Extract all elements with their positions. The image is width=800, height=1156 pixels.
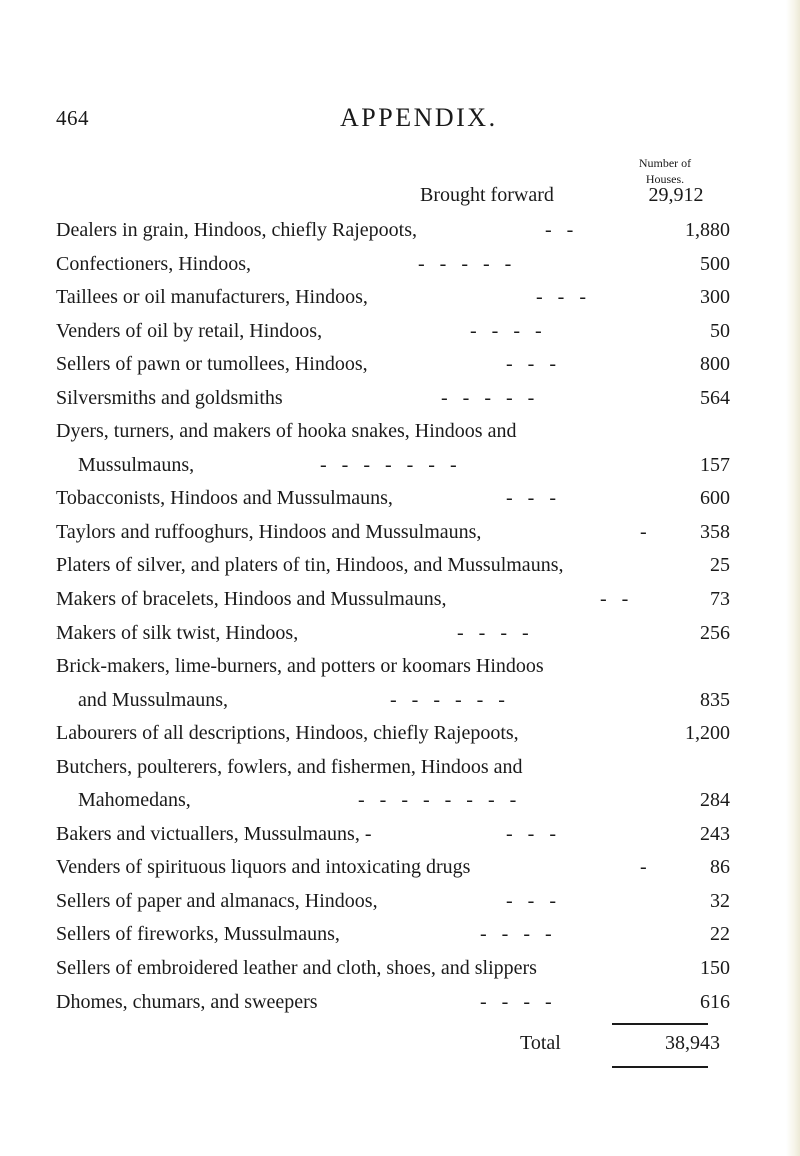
row-description: Tobacconists, Hindoos and Mussulmauns, [56,487,393,510]
row-description: Butchers, poulterers, fowlers, and fishermen, Hindoos and [56,755,523,778]
row-house-count: 50 [710,319,730,342]
brought-forward-label: Brought forward [420,184,554,206]
row-house-count: 86 [710,856,730,879]
row-description: Bakers and victuallers, Mussulmauns, - [56,822,372,845]
table-row [0,449,800,483]
table-row [0,885,800,919]
row-description: Taillees or oil manufacturers, Hindoos, [56,286,368,309]
table-row [0,415,800,449]
table-row [0,851,800,885]
row-description: Venders of spirituous liquors and intoxicating drugs [56,856,471,879]
row-leader-dashes: - - - [506,353,556,376]
row-house-count: 300 [700,286,730,309]
row-leader-dashes: - - [545,219,574,241]
total-value: 38,943 [665,1032,720,1054]
row-description: Silversmiths and goldsmiths [56,386,283,409]
total-label: Total [520,1032,561,1054]
row-leader-dashes: - - - [506,487,556,510]
row-leader-dashes: - [640,520,647,543]
row-description: Dyers, turners, and makers of hooka snakes, Hindoos and [56,420,517,443]
table-row [0,348,800,382]
row-leader-dashes: - - - - - - - - [358,789,517,812]
table-row [0,818,800,852]
row-house-count: 835 [700,688,730,711]
table-row [0,549,800,583]
total-row [520,1029,720,1057]
table-row [0,281,800,315]
row-leader-dashes: - - - - - - - [320,453,457,476]
row-leader-dashes: - - - [506,889,556,912]
total-rule-bottom [612,1066,708,1068]
row-house-count: 256 [700,621,730,644]
row-house-count: 73 [710,588,730,611]
row-leader-dashes: - - [600,588,629,611]
row-leader-dashes: - - - [536,286,586,309]
row-description: Mahomedans, [78,789,191,812]
row-description: Mussulmauns, [78,453,195,476]
row-description: Brick-makers, lime-burners, and potters or koomars Hindoos [56,655,544,678]
table-row [0,784,800,818]
row-description: Confectioners, Hindoos, [56,252,251,275]
table-row [0,482,800,516]
row-leader-dashes: - - - - - [418,252,512,275]
row-description: Taylors and ruffooghurs, Hindoos and Mussulmauns, [56,520,482,543]
row-leader-dashes: - - - - - [441,386,535,409]
row-description: Venders of oil by retail, Hindoos, [56,319,323,342]
row-house-count: 22 [710,923,730,946]
row-leader-dashes: - - - - [480,990,552,1013]
row-leader-dashes: - - - - [480,923,552,946]
row-house-count: 284 [700,789,730,812]
row-description: Labourers of all descriptions, Hindoos, chiefly Rajepoots, [56,722,519,745]
row-house-count: 600 [700,487,730,510]
table-row [0,516,800,550]
row-description: and Mussulmauns, [78,688,228,711]
house-count-table [0,214,800,1019]
row-house-count: 500 [700,252,730,275]
column-header-line-2: Houses. [645,172,685,186]
row-description: Dhomes, chumars, and sweepers [56,990,318,1013]
row-leader-dashes: - - - - - - [390,688,505,711]
table-row [0,684,800,718]
row-house-count: 243 [700,822,730,845]
row-house-count: 358 [700,520,730,543]
row-leader-dashes: - - - - [457,621,529,644]
table-row [0,952,800,986]
table-row [0,248,800,282]
row-description: Makers of silk twist, Hindoos, [56,621,299,644]
row-house-count: 564 [700,386,730,409]
row-description: Sellers of pawn or tumollees, Hindoos, [56,353,368,376]
row-leader-dashes: - - - - [470,319,542,342]
table-row [0,382,800,416]
row-description: Platers of silver, and platers of tin, Hindoos, and Mussulmauns, [56,554,564,577]
row-house-count: 150 [700,957,730,980]
row-description: Dealers in grain, Hindoos, chiefly Rajepoots, [56,219,418,241]
table-row [0,583,800,617]
brought-forward-row [420,181,720,209]
row-description: Makers of bracelets, Hindoos and Mussulmauns, [56,588,447,611]
table-row [0,986,800,1020]
row-description: Sellers of fireworks, Mussulmauns, [56,923,340,946]
column-header-line-1: Number of [638,156,692,170]
table-row [0,751,800,785]
brought-forward-value: 29,912 [648,184,704,206]
row-house-count: 1,880 [685,219,730,241]
row-leader-dashes: - [640,856,647,879]
row-house-count: 25 [710,554,730,577]
row-house-count: 616 [700,990,730,1013]
total-rule-top [612,1023,708,1025]
table-row [0,617,800,651]
table-row [0,315,800,349]
row-house-count: 1,200 [685,722,730,745]
table-row [0,918,800,952]
row-house-count: 800 [700,353,730,376]
table-row [0,650,800,684]
row-description: Sellers of embroidered leather and cloth, shoes, and slippers [56,957,537,980]
row-house-count: 32 [710,889,730,912]
row-house-count: 157 [700,453,730,476]
page-number: 464 [56,106,89,130]
row-leader-dashes: - - - [506,822,556,845]
running-title: APPENDIX. [340,103,498,132]
table-row [0,717,800,751]
row-description: Sellers of paper and almanacs, Hindoos, [56,889,378,912]
table-row [0,214,800,248]
